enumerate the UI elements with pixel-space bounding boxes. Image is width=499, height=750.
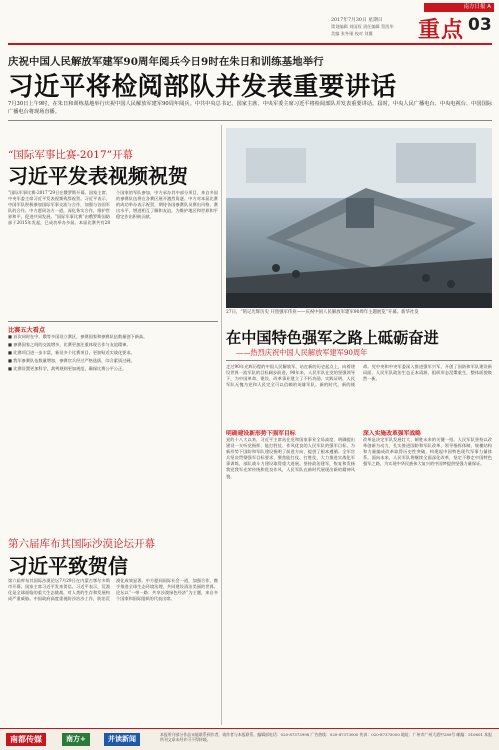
story-main-intro: 走过90年光辉历程的中国人民解放军，站在新的历史起点上，向着建设世界一流军队的目标阔步前进。90年来，人民军队在党的坚强领导下，为中国革命、建设、改革事业建立了不朽功勋。实践证明，人民军队无愧为党和人民完全可以信赖的英雄军队。新的时代，新的使命。党中央和中央军委深入推进强军兴军，开创了国防和军队建设新局面，人民军队政治生态正本清源，组织形态涅槃重生，整体面貌焕然一新。 bbox=[226, 364, 492, 388]
page-number: 03 bbox=[468, 15, 492, 35]
section2-title: 深入实施改革强军战略 bbox=[363, 431, 421, 437]
story-left-kicker: “国际军事比赛-2017”开幕 bbox=[8, 149, 134, 161]
photo-scene bbox=[226, 128, 492, 308]
highlight-item: ■ 参赛国家之间的交流增多，比赛更加注重体现合作与友谊精神。 bbox=[8, 342, 131, 348]
footer-bar bbox=[0, 728, 499, 750]
photo-caption: 27日，“铭记光辉历史 开创强军伟业——庆祝中国人民解放军建军90周年主题展览”开幕。新华社发 bbox=[226, 310, 419, 315]
section1-body: 党的十八大以来，习近平主席站在党和国家事业全局高度，明确提出建设一支听党指挥、能打胜仗、作风优良的人民军队的强军目标，为新形势下国防和军队建设指明了前进方向、提供了根本遵循。全军官兵坚决贯彻强军目标要求，聚焦能打仗、打胜仗，大力推进实战化军事训练，部队战斗力建设取得重大进展。坚持政治建军，恢复和发扬我党我军光荣传统和优良作风，人民军队在新时代展现出新的精神风貌。 bbox=[226, 437, 355, 479]
story-left-body: “国际军事比赛-2017”29日在俄罗斯开幕。国家主席、中央军委主席习近平发表视频致辞祝贺。习近平表示，中国军队积极参加国际军事交流与合作，加强与各国军队的合作。中方愿同各方一道，深化务实合作，维护世界和平，促进共同发展。“国际军事比赛”由俄罗斯国防部于2015年发起，已成功举办多届。本届比赛共有28个国家的军队参加，中方承办其中部分项目，来自多国的参赛队伍将在各赛区展开激烈角逐。中方对本届比赛的成功举办表示祝贺，期待各国参赛队员赛出风格、赛出水平，增进相互了解和友谊，为维护地区和世界和平稳定作出积极贡献。 bbox=[8, 190, 218, 226]
highlight-item: ■ 首次同时在中、俄等多国设立赛区，参赛国家和参赛队伍数量创下新高。 bbox=[8, 334, 148, 339]
story-left2-title: 习近平致贺信 bbox=[8, 554, 128, 578]
news-photo bbox=[226, 128, 492, 308]
story-left2-body: 第六届库布其国际沙漠论坛7月29日在内蒙古鄂尔多斯市开幕。国家主席习近平发来贺信。习近平表示，荒漠化是全球面临的重大生态挑战，对人类的生存和发展构成严重威胁。中国政府高度重视防沙治沙工作，防治荒漠化成效显著。中方愿同国际社会一道，加强合作，携手推进全球生态环境治理，共同建设清洁美丽的世界。论坛以“一带一路：共享沙漠绿色经济”为主题，来自多个国家和国际组织的代表出席。 bbox=[8, 578, 218, 602]
footer-brand-3 bbox=[104, 733, 140, 746]
column-divider bbox=[221, 125, 222, 725]
headline-rule bbox=[8, 120, 492, 121]
highlights-box bbox=[8, 321, 218, 425]
highlight-item: ■ 比赛设置更加科学，裁判规则更加规范，确保比赛公平公正。 bbox=[8, 366, 127, 372]
footer-notice: 本报所刊部分作品未能联系到作者，请作者与本报联系。编辑部电话：020-87373998 广告热线：020-87373000 传真：020-87375000 地址：广州市广州大道中289号 邮编：510601 本报所刊文章未经许可不得转载。 bbox=[160, 732, 492, 743]
story-left-title: 习近平发表视频祝贺 bbox=[8, 164, 188, 188]
headline-lede: 7月30日上午9时，在朱日和训练基地举行庆祝中国人民解放军建军90周年阅兵。中共中央总书记、国家主席、中央军委主席习近平将检阅部队并发表重要讲话。届时，中央人民广播电台、中央电视台、中国国际广播电台将现场直播。 bbox=[8, 101, 492, 115]
story-main-subtitle: ——热烈庆祝中国人民解放军建军90周年 bbox=[236, 348, 368, 357]
story-left2-kicker: 第六届库布其国际沙漠论坛开幕 bbox=[8, 538, 155, 550]
brand-3-label: 并读新闻 bbox=[108, 735, 136, 743]
headline-kicker: 庆祝中国人民解放军建军90周年阅兵今日9时在朱日和训练基地举行 bbox=[8, 56, 324, 68]
story-main-rule bbox=[226, 360, 492, 361]
story-main-title: 在中国特色强军之路上砥砺奋进 bbox=[226, 329, 439, 347]
section1-title: 明确建设新形势下强军目标 bbox=[226, 431, 296, 437]
highlight-item: ■ 比赛项目进一步丰富，新设多个比赛项目，更加贴近实战化要求。 bbox=[8, 350, 135, 356]
footer-brand-2 bbox=[62, 733, 90, 746]
highlights-list bbox=[8, 334, 218, 374]
editors-line-2: 美编 张冬瑾 校对 刘翼 bbox=[331, 31, 373, 36]
date-line: 2017年7月30日 星期日 bbox=[331, 18, 383, 23]
brand-1-label: 南都传媒 bbox=[10, 735, 42, 744]
section-word: 重点 bbox=[418, 18, 465, 43]
header-rule bbox=[8, 43, 492, 45]
masthead bbox=[0, 0, 499, 50]
footer-brand-1 bbox=[6, 733, 46, 746]
section2-body: 改革是决定军队发展壮大、制胜未来的关键一招。人民军队坚持以改革创新为动力，扎实推进国防和军队改革，领导指挥体制、规模结构和力量编成改革取得历史性突破，构建起中国特色现代军事力量体系。面向未来，人民军队将继续全面深化改革，坚定不移走中国特色强军之路，为实现中华民族伟大复兴的中国梦提供坚强力量保证。 bbox=[363, 437, 492, 467]
brand-2-label: 南方+ bbox=[66, 735, 86, 743]
editors-line-1: 策划编辑 刘国权 责任编辑 蔡凯华 bbox=[331, 24, 394, 29]
headline-title: 习近平将检阅部队并发表重要讲话 bbox=[8, 72, 397, 102]
paper-badge: 南方日报 A bbox=[424, 3, 494, 12]
highlight-item: ■ 我军参赛队伍数量增加，参赛官兵经过严格选拔，综合素质过硬。 bbox=[8, 358, 135, 364]
highlights-title: 比赛五大看点 bbox=[8, 327, 46, 334]
